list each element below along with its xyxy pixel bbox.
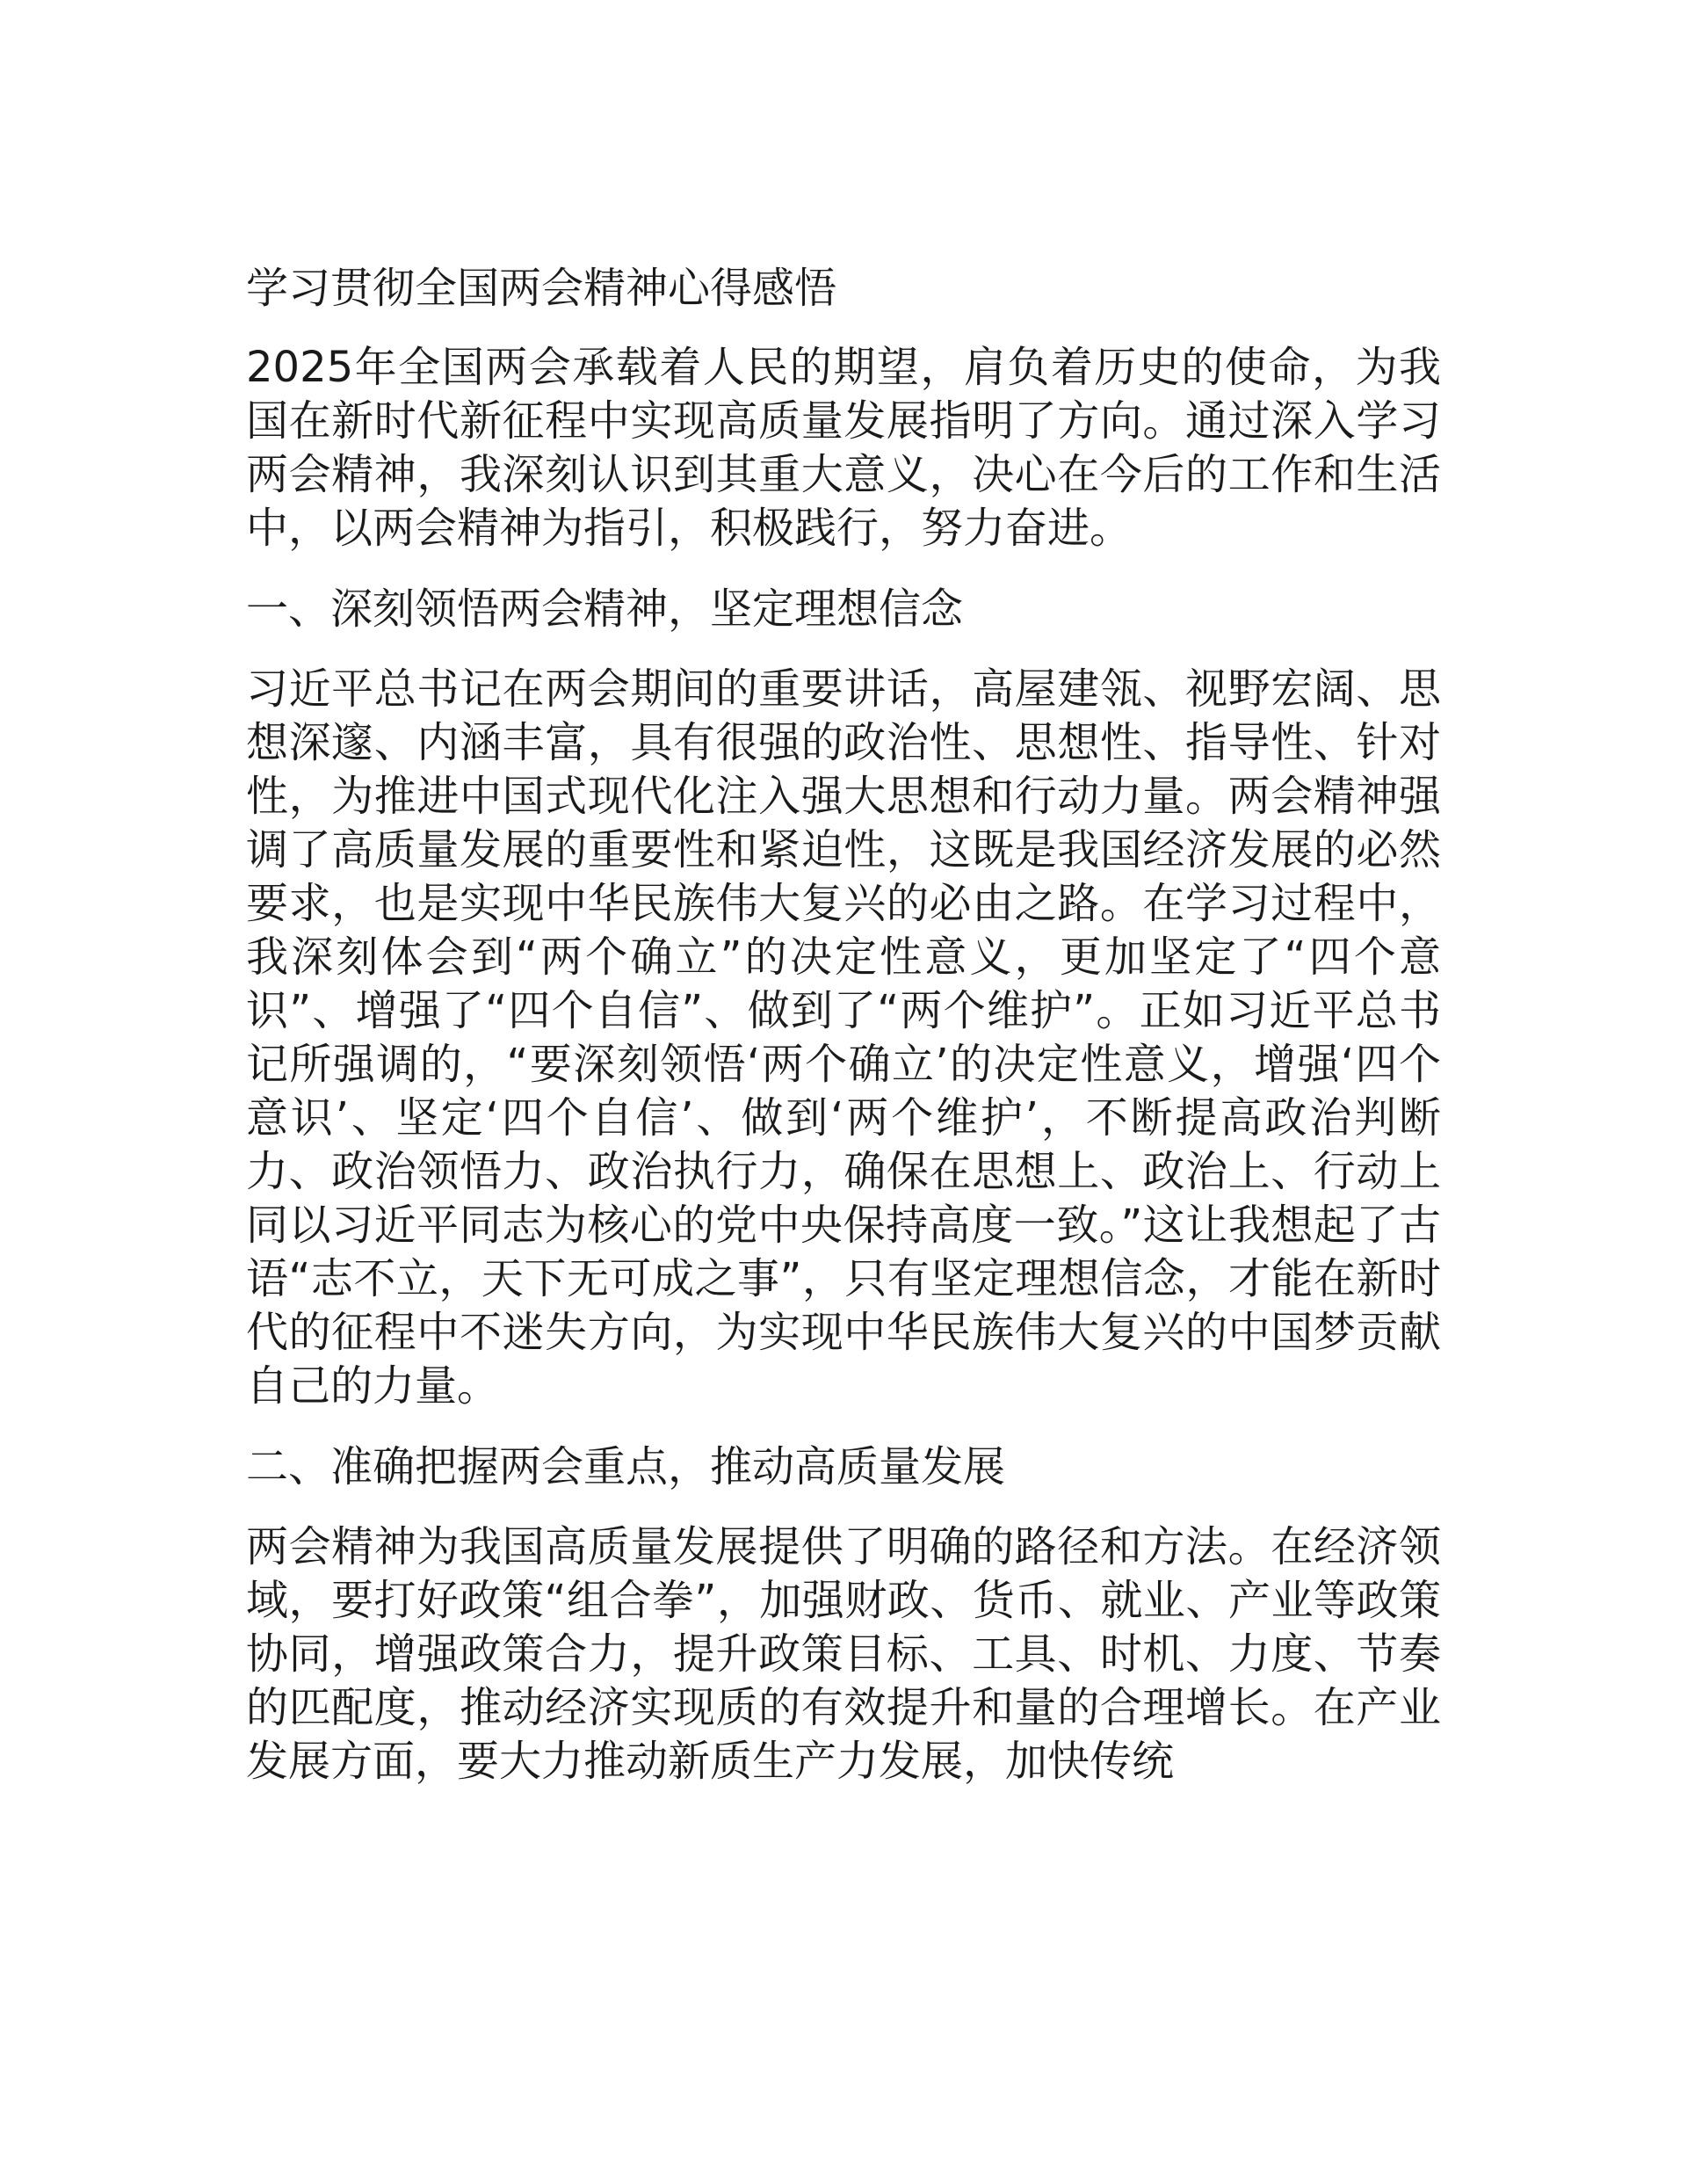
section-2-heading: 二、准确把握两会重点，推动高质量发展: [246, 1442, 1006, 1491]
intro-paragraph: 2025年全国两会承载着人民的期望，肩负着历史的使命，为我国在新时代新征程中实现高质量发展指明了方向。通过深入学习两会精神，我深刻认识到其重大意义，决心在今后的工作和生活中，以两会精神为指引，积极践行，努力奋进。: [246, 343, 1441, 553]
document-content: [246, 260, 1441, 1815]
section-1-body: 习近平总书记在两会期间的重要讲话，高屋建瓴、视野宏阔、思想深邃、内涵丰富，具有很强的政治性、思想性、指导性、针对性，为推进中国式现代化注入强大思想和行动力量。两会精神强调了高质量发展的重要性和紧迫性，这既是我国经济发展的必然要求，也是实现中华民族伟大复兴的必由之路。在学习过程中，我深刻体会到“两个确立”的决定性意义，更加坚定了“四个意识”、增强了“四个自信”、做到了“两个维护”。正如习近平总书记所强调的，“要深刻领悟‘两个确立’的决定性意义，增强‘四个意识’、坚定‘四个自信’、做到‘两个维护’，不断提高政治判断力、政治领悟力、政治执行力，确保在思想上、政治上、行动上同以习近平同志为核心的党中央保持高度一致。”这让我想起了古语“志不立，天下无可成之事”，只有坚定理想信念，才能在新时代的征程中不迷失方向，为实现中华民族伟大复兴的中国梦贡献自己的力量。: [246, 664, 1441, 1411]
section-2-body: 两会精神为我国高质量发展提供了明确的路径和方法。在经济领域，要打好政策“组合拳”，加强财政、货币、就业、产业等政策协同，增强政策合力，提升政策目标、工具、时机、力度、节奏的匹配度，推动经济实现质的有效提升和量的合理增长。在产业发展方面，要大力推动新质生产力发展，加快传统: [246, 1522, 1441, 1786]
document-title: 学习贯彻全国两会精神心得感悟: [246, 264, 837, 313]
section-1-heading: 一、深刻领悟两会精神，坚定理想信念: [246, 584, 964, 634]
